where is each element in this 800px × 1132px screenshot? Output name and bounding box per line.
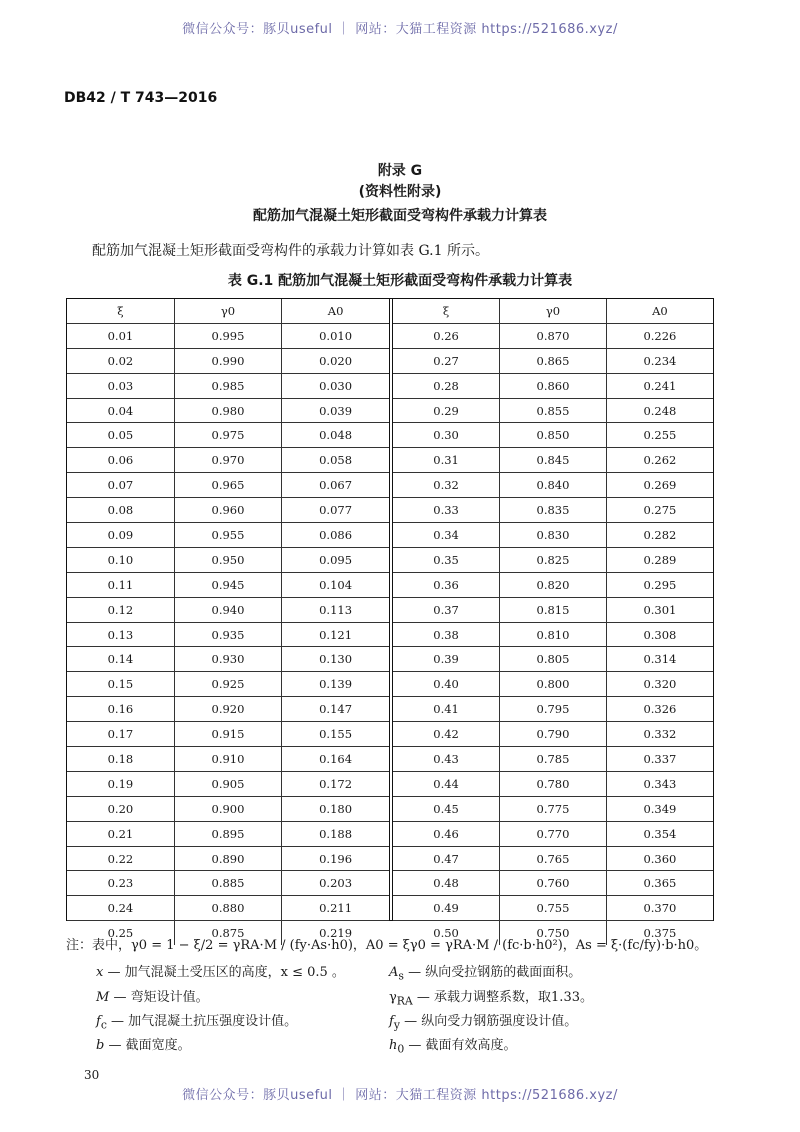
cell-xi: 0.13: [67, 622, 174, 647]
table-row: [67, 622, 389, 647]
cell-xi: 0.37: [393, 597, 500, 622]
cell-xi: 0.28: [393, 373, 500, 398]
cell-xi: 0.20: [67, 796, 174, 821]
table-row: [67, 572, 389, 597]
cell-xi: 0.38: [393, 622, 500, 647]
table-row: [393, 771, 713, 796]
table-row: [67, 348, 389, 373]
cell-xi: 0.26: [393, 323, 500, 348]
table-row: [393, 572, 713, 597]
cell-gamma0: 0.910: [174, 747, 281, 772]
table-row: [67, 647, 389, 672]
cell-gamma0: 0.815: [500, 597, 607, 622]
table-left-half: [67, 299, 389, 941]
cell-a0: 0.349: [606, 796, 713, 821]
cell-a0: 0.203: [282, 871, 389, 896]
header-row: [393, 299, 713, 323]
cell-a0: 0.048: [282, 423, 389, 448]
cell-xi: 0.27: [393, 348, 500, 373]
table-row: [393, 871, 713, 896]
cell-gamma0: 0.935: [174, 622, 281, 647]
cell-xi: 0.01: [67, 323, 174, 348]
cell-a0: 0.130: [282, 647, 389, 672]
cell-gamma0: 0.750: [500, 921, 607, 945]
table-row: [393, 846, 713, 871]
table-row: [393, 747, 713, 772]
table-row: [67, 498, 389, 523]
table-row: [67, 398, 389, 423]
cell-a0: 0.295: [606, 572, 713, 597]
cell-gamma0: 0.790: [500, 722, 607, 747]
table-row: [67, 697, 389, 722]
cell-xi: 0.06: [67, 448, 174, 473]
cell-gamma0: 0.875: [174, 921, 281, 945]
right-table: [393, 299, 713, 945]
cell-xi: 0.34: [393, 523, 500, 548]
left-table: [67, 299, 389, 945]
table-row: [67, 871, 389, 896]
cell-a0: 0.269: [606, 473, 713, 498]
note-formula: γ0 = 1 − ξ/2 = γRA·M / (fy·As·h0)，A0 = ξγ0 = γRA·M / (fc·b·h0²)，As = ξ·(fc/fy)·b·h0。: [131, 938, 708, 953]
table-row: [67, 821, 389, 846]
header-gamma0: γ0: [174, 299, 281, 323]
cell-xi: 0.09: [67, 523, 174, 548]
cell-gamma0: 0.880: [174, 896, 281, 921]
cell-a0: 0.039: [282, 398, 389, 423]
table-row: [393, 323, 713, 348]
cell-xi: 0.48: [393, 871, 500, 896]
table-row: [67, 896, 389, 921]
page-number: 30: [84, 1068, 100, 1082]
cell-a0: 0.164: [282, 747, 389, 772]
cell-a0: 0.147: [282, 697, 389, 722]
cell-a0: 0.180: [282, 796, 389, 821]
note-prefix: 注：表中，: [66, 938, 132, 953]
cell-gamma0: 0.985: [174, 373, 281, 398]
table-note: [66, 934, 707, 953]
cell-gamma0: 0.850: [500, 423, 607, 448]
cell-xi: 0.10: [67, 547, 174, 572]
definition-fy: $f_y$ — 纵向受力钢筋强度设计值。: [389, 1014, 578, 1032]
cell-gamma0: 0.825: [500, 547, 607, 572]
intro-paragraph: 配筋加气混凝土矩形截面受弯构件的承载力计算如表 G.1 所示。: [92, 243, 489, 259]
calculation-table: [66, 298, 714, 941]
cell-gamma0: 0.980: [174, 398, 281, 423]
cell-xi: 0.16: [67, 697, 174, 722]
cell-a0: 0.370: [606, 896, 713, 921]
cell-gamma0: 0.760: [500, 871, 607, 896]
table-row: [393, 423, 713, 448]
cell-a0: 0.262: [606, 448, 713, 473]
cell-gamma0: 0.810: [500, 622, 607, 647]
cell-xi: 0.30: [393, 423, 500, 448]
definition-fc: $f_c$ — 加气混凝土抗压强度设计值。: [96, 1014, 298, 1032]
definition-b-text: — 截面宽度。: [108, 1038, 191, 1053]
definition-h0: $h_0$ — 截面有效高度。: [389, 1038, 517, 1056]
cell-a0: 0.289: [606, 547, 713, 572]
cell-gamma0: 0.855: [500, 398, 607, 423]
cell-xi: 0.41: [393, 697, 500, 722]
cell-gamma0: 0.995: [174, 323, 281, 348]
cell-gamma0: 0.845: [500, 448, 607, 473]
cell-a0: 0.343: [606, 771, 713, 796]
cell-a0: 0.095: [282, 547, 389, 572]
cell-a0: 0.010: [282, 323, 389, 348]
definition-h0-text: — 截面有效高度。: [408, 1038, 517, 1053]
table-row: [67, 597, 389, 622]
table-row: [67, 722, 389, 747]
table-row: [67, 846, 389, 871]
cell-gamma0: 0.865: [500, 348, 607, 373]
cell-gamma0: 0.870: [500, 323, 607, 348]
cell-gamma0: 0.795: [500, 697, 607, 722]
cell-a0: 0.337: [606, 747, 713, 772]
cell-gamma0: 0.930: [174, 647, 281, 672]
cell-a0: 0.086: [282, 523, 389, 548]
cell-gamma0: 0.920: [174, 697, 281, 722]
cell-gamma0: 0.830: [500, 523, 607, 548]
cell-a0: 0.365: [606, 871, 713, 896]
cell-a0: 0.121: [282, 622, 389, 647]
cell-xi: 0.47: [393, 846, 500, 871]
cell-gamma0: 0.770: [500, 821, 607, 846]
table-row: [393, 597, 713, 622]
cell-gamma0: 0.915: [174, 722, 281, 747]
table-row: [67, 523, 389, 548]
cell-xi: 0.15: [67, 672, 174, 697]
cell-xi: 0.32: [393, 473, 500, 498]
cell-gamma0: 0.805: [500, 647, 607, 672]
cell-a0: 0.226: [606, 323, 713, 348]
cell-xi: 0.31: [393, 448, 500, 473]
cell-gamma0: 0.885: [174, 871, 281, 896]
cell-xi: 0.02: [67, 348, 174, 373]
header-xi: ξ: [67, 299, 174, 323]
table-row: [393, 821, 713, 846]
cell-xi: 0.11: [67, 572, 174, 597]
header-row: [67, 299, 389, 323]
definition-as: $A_s$ — 纵向受拉钢筋的截面面积。: [389, 965, 582, 983]
table-row: [393, 672, 713, 697]
table-row: [67, 747, 389, 772]
table-row: [393, 523, 713, 548]
cell-xi: 0.45: [393, 796, 500, 821]
cell-xi: 0.35: [393, 547, 500, 572]
watermark-top: 微信公众号：豚贝useful ｜ 网站：大猫工程资源 https://521686.xyz/: [182, 22, 618, 37]
watermark-bottom: 微信公众号：豚贝useful ｜ 网站：大猫工程资源 https://521686.xyz/: [182, 1088, 618, 1103]
cell-xi: 0.17: [67, 722, 174, 747]
cell-a0: 0.077: [282, 498, 389, 523]
definition-x: x — 加气混凝土受压区的高度，x ≤ 0.5 。: [96, 965, 345, 980]
cell-a0: 0.030: [282, 373, 389, 398]
cell-gamma0: 0.780: [500, 771, 607, 796]
cell-a0: 0.314: [606, 647, 713, 672]
cell-xi: 0.43: [393, 747, 500, 772]
cell-gamma0: 0.960: [174, 498, 281, 523]
definition-fc-text: — 加气混凝土抗压强度设计值。: [111, 1014, 298, 1029]
cell-xi: 0.22: [67, 846, 174, 871]
table-row: [67, 796, 389, 821]
cell-gamma0: 0.860: [500, 373, 607, 398]
table-row: [393, 348, 713, 373]
header-gamma0: γ0: [500, 299, 607, 323]
definition-b: b — 截面宽度。: [96, 1038, 191, 1053]
cell-a0: 0.219: [282, 921, 389, 945]
table-row: [393, 796, 713, 821]
cell-gamma0: 0.820: [500, 572, 607, 597]
cell-xi: 0.49: [393, 896, 500, 921]
cell-xi: 0.24: [67, 896, 174, 921]
cell-xi: 0.05: [67, 423, 174, 448]
cell-a0: 0.020: [282, 348, 389, 373]
cell-xi: 0.40: [393, 672, 500, 697]
definition-m-text: — 弯矩设计值。: [113, 990, 209, 1005]
cell-xi: 0.29: [393, 398, 500, 423]
table-caption: 表 G.1 配筋加气混凝土矩形截面受弯构件承载力计算表: [227, 273, 573, 289]
cell-a0: 0.196: [282, 846, 389, 871]
table-row: [67, 473, 389, 498]
document-number: DB42 / T 743—2016: [64, 90, 218, 106]
cell-xi: 0.36: [393, 572, 500, 597]
definition-x-text: — 加气混凝土受压区的高度，x ≤ 0.5 。: [107, 965, 345, 980]
double-divider-line: [389, 299, 390, 920]
cell-gamma0: 0.800: [500, 672, 607, 697]
cell-gamma0: 0.945: [174, 572, 281, 597]
cell-a0: 0.320: [606, 672, 713, 697]
cell-gamma0: 0.975: [174, 423, 281, 448]
cell-gamma0: 0.785: [500, 747, 607, 772]
cell-xi: 0.04: [67, 398, 174, 423]
cell-a0: 0.172: [282, 771, 389, 796]
cell-gamma0: 0.895: [174, 821, 281, 846]
cell-gamma0: 0.755: [500, 896, 607, 921]
cell-gamma0: 0.970: [174, 448, 281, 473]
cell-xi: 0.21: [67, 821, 174, 846]
cell-a0: 0.104: [282, 572, 389, 597]
cell-xi: 0.14: [67, 647, 174, 672]
table-right-half: [393, 299, 713, 941]
cell-xi: 0.19: [67, 771, 174, 796]
cell-xi: 0.23: [67, 871, 174, 896]
cell-xi: 0.33: [393, 498, 500, 523]
cell-xi: 0.39: [393, 647, 500, 672]
cell-gamma0: 0.840: [500, 473, 607, 498]
cell-a0: 0.234: [606, 348, 713, 373]
table-row: [67, 448, 389, 473]
cell-xi: 0.03: [67, 373, 174, 398]
cell-a0: 0.308: [606, 622, 713, 647]
cell-gamma0: 0.905: [174, 771, 281, 796]
cell-a0: 0.255: [606, 423, 713, 448]
cell-xi: 0.07: [67, 473, 174, 498]
cell-a0: 0.275: [606, 498, 713, 523]
cell-xi: 0.44: [393, 771, 500, 796]
table-row: [67, 771, 389, 796]
table-row: [393, 498, 713, 523]
definition-gamma-ra-text: — 承载力调整系数，取1.33。: [416, 990, 593, 1005]
definition-as-text: — 纵向受拉钢筋的截面面积。: [408, 965, 582, 980]
cell-xi: 0.46: [393, 821, 500, 846]
appendix-title: 附录 G: [377, 163, 423, 179]
table-row: [393, 473, 713, 498]
cell-a0: 0.354: [606, 821, 713, 846]
table-row: [393, 896, 713, 921]
cell-a0: 0.282: [606, 523, 713, 548]
cell-a0: 0.058: [282, 448, 389, 473]
cell-xi: 0.50: [393, 921, 500, 945]
cell-a0: 0.301: [606, 597, 713, 622]
definition-gamma-ra: $\gamma_{RA}$ — 承载力调整系数，取1.33。: [389, 990, 593, 1008]
table-row: [67, 323, 389, 348]
cell-gamma0: 0.925: [174, 672, 281, 697]
table-row: [67, 672, 389, 697]
definition-m: M — 弯矩设计值。: [96, 990, 209, 1005]
header-a0: A0: [282, 299, 389, 323]
cell-xi: 0.08: [67, 498, 174, 523]
table-row: [393, 398, 713, 423]
cell-gamma0: 0.775: [500, 796, 607, 821]
table-row: [393, 697, 713, 722]
cell-a0: 0.248: [606, 398, 713, 423]
table-row: [67, 373, 389, 398]
table-row: [393, 547, 713, 572]
cell-a0: 0.332: [606, 722, 713, 747]
cell-a0: 0.241: [606, 373, 713, 398]
cell-xi: 0.42: [393, 722, 500, 747]
cell-gamma0: 0.900: [174, 796, 281, 821]
cell-a0: 0.375: [606, 921, 713, 945]
definition-fy-text: — 纵向受力钢筋强度设计值。: [404, 1014, 578, 1029]
cell-gamma0: 0.950: [174, 547, 281, 572]
cell-a0: 0.188: [282, 821, 389, 846]
table-row: [67, 423, 389, 448]
cell-xi: 0.25: [67, 921, 174, 945]
appendix-subtitle: (资料性附录): [358, 184, 442, 200]
appendix-name: 配筋加气混凝土矩形截面受弯构件承载力计算表: [253, 208, 547, 224]
header-a0: A0: [606, 299, 713, 323]
cell-a0: 0.155: [282, 722, 389, 747]
table-row: [393, 448, 713, 473]
cell-gamma0: 0.955: [174, 523, 281, 548]
table-row: [67, 547, 389, 572]
cell-gamma0: 0.890: [174, 846, 281, 871]
cell-gamma0: 0.965: [174, 473, 281, 498]
cell-xi: 0.18: [67, 747, 174, 772]
table-row: [393, 622, 713, 647]
cell-a0: 0.139: [282, 672, 389, 697]
cell-a0: 0.211: [282, 896, 389, 921]
cell-a0: 0.326: [606, 697, 713, 722]
cell-a0: 0.360: [606, 846, 713, 871]
table-row: [393, 722, 713, 747]
cell-gamma0: 0.940: [174, 597, 281, 622]
header-xi: ξ: [393, 299, 500, 323]
cell-a0: 0.113: [282, 597, 389, 622]
table-row: [393, 647, 713, 672]
cell-gamma0: 0.765: [500, 846, 607, 871]
cell-gamma0: 0.990: [174, 348, 281, 373]
cell-xi: 0.12: [67, 597, 174, 622]
cell-gamma0: 0.835: [500, 498, 607, 523]
cell-a0: 0.067: [282, 473, 389, 498]
table-row: [393, 373, 713, 398]
